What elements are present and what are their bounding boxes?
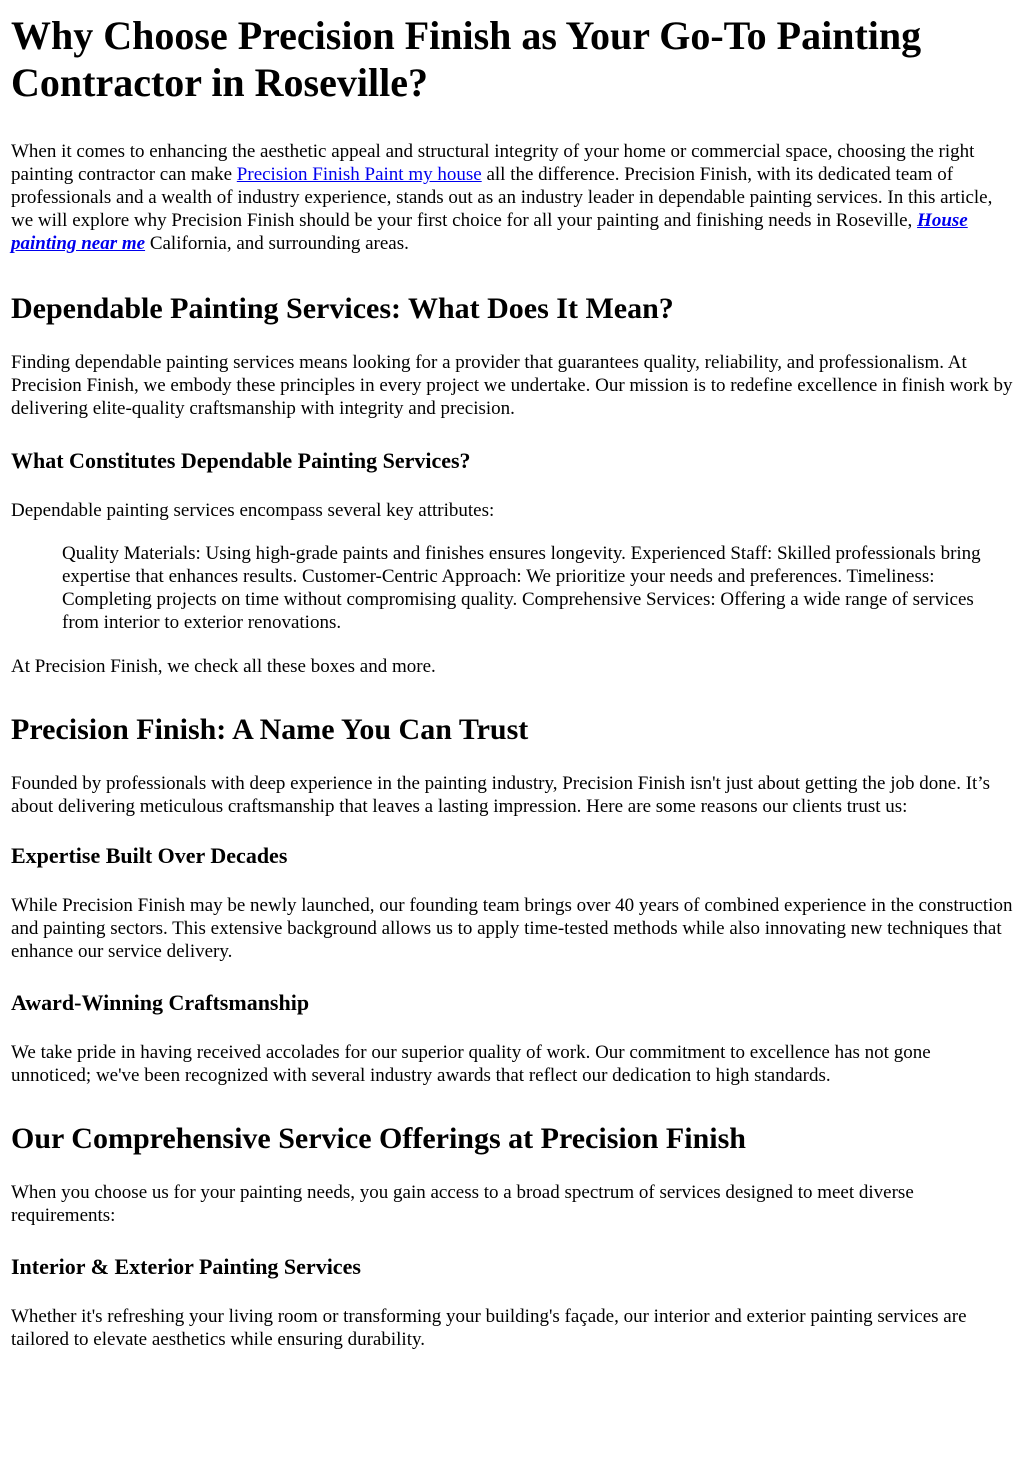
attributes-text: Quality Materials: Using high-grade paints and finishes ensures longevity. Experienced Staff: Skilled professionals bring expertise that enhances results. Customer-Centric Approach: We prioritize your needs and preferences. Timeliness: Completing projects on time without compromising quality. Comprehensive Services: Offering a wide range of services from interior to exterior renovations. [62, 543, 981, 633]
attributes-intro: Dependable painting services encompass several key attributes: [11, 500, 495, 521]
attributes-blockquote [62, 542, 1014, 634]
subheading-interior-exterior: Interior & Exterior Painting Services [11, 1254, 361, 1279]
intro-text-3: California, and surrounding areas. [145, 233, 409, 254]
article [0, 12, 1024, 1351]
subheading-what-constitutes: What Constitutes Dependable Painting Services? [11, 448, 471, 473]
award-paragraph: We take pride in having received accolades for our superior quality of work. Our commitment to excellence has not gone unnoticed; we've been recognized with several industry awards that reflect our dedication to high standards. [11, 1042, 931, 1086]
intro-text-2: all the difference. Precision Finish, with its dedicated team of professionals and a wealth of industry experience, stands out as an industry leader in dependable painting services. In this article, we will explore why Precision Finish should be your first choice for all your painting and finishing needs in Roseville, [11, 164, 993, 231]
dependable-paragraph: Finding dependable painting services means looking for a provider that guarantees quality, reliability, and professionalism. At Precision Finish, we embody these principles in every project we undertake. Our mission is to redefine excellence in finish work by delivering elite-quality craftsmanship with integrity and precision. [11, 352, 1013, 419]
interior-exterior-paragraph: Whether it's refreshing your living room or transforming your building's façade, our interior and exterior painting services are tailored to elevate aesthetics while ensuring durability. [11, 1306, 967, 1350]
page-title: Why Choose Precision Finish as Your Go-To Painting Contractor in Roseville? [11, 13, 922, 105]
subheading-expertise: Expertise Built Over Decades [11, 843, 288, 868]
section-heading-services: Our Comprehensive Service Offerings at Precision Finish [11, 1122, 746, 1155]
expertise-paragraph: While Precision Finish may be newly launched, our founding team brings over 40 years of combined experience in the construction and painting sectors. This extensive background allows us to apply time-tested methods while also innovating new techniques that enhance our service delivery. [11, 895, 1013, 962]
subheading-award-winning: Award-Winning Craftsmanship [11, 990, 310, 1015]
intro-paragraph [11, 140, 1014, 255]
checkboxes-paragraph: At Precision Finish, we check all these boxes and more. [11, 656, 436, 677]
house-painting-near-me-link[interactable]: House painting near me [11, 210, 968, 254]
section-heading-trust: Precision Finish: A Name You Can Trust [11, 713, 529, 746]
intro-text-1: When it comes to enhancing the aesthetic appeal and structural integrity of your home or commercial space, choosing the right painting contractor can make [11, 141, 975, 185]
paint-my-house-link[interactable]: Precision Finish Paint my house [236, 164, 482, 185]
services-paragraph: When you choose us for your painting needs, you gain access to a broad spectrum of services designed to meet diverse requirements: [11, 1182, 914, 1226]
trust-paragraph: Founded by professionals with deep experience in the painting industry, Precision Finish isn't just about getting the job done. It’s about delivering meticulous craftsmanship that leaves a lasting impression. Here are some reasons our clients trust us: [11, 773, 990, 817]
section-heading-dependable: Dependable Painting Services: What Does It Mean? [11, 292, 674, 325]
